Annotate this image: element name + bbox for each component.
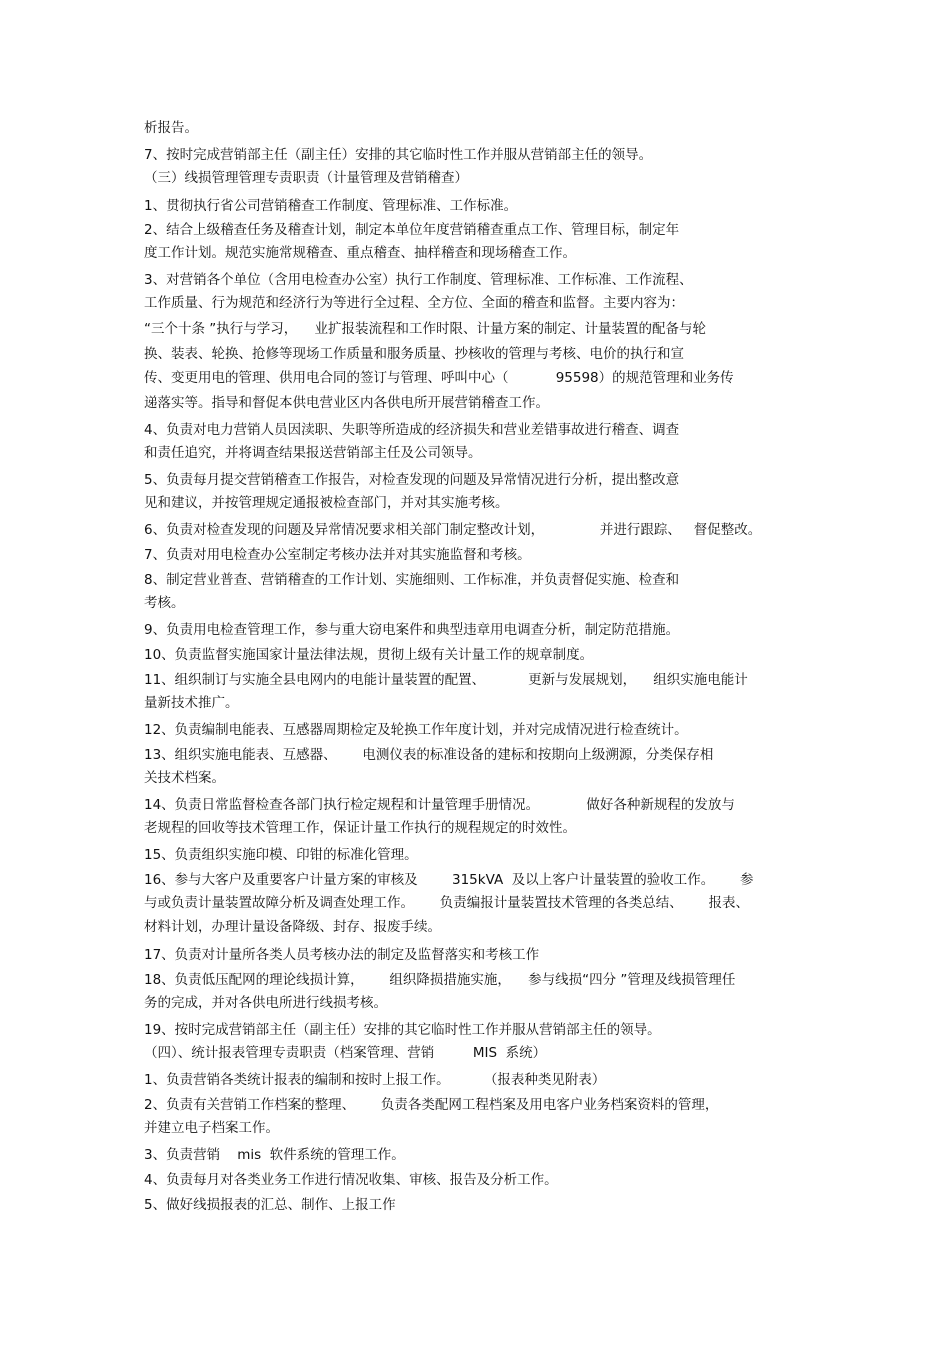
text-line: 7、按时完成营销部主任（副主任）安排的其它临时性工作并服从营销部主任的领导。 bbox=[144, 147, 653, 163]
text-line: 2、结合上级稽查任务及稽查计划，制定本单位年度营销稽查重点工作、管理目标，制定年 bbox=[144, 222, 680, 238]
text-line: 量新技术推广。 bbox=[144, 695, 239, 711]
text-line: 9、负责用电检查管理工作，参与重大窃电案件和典型违章用电调查分析，制定防范措施。 bbox=[144, 622, 680, 638]
text-line: 换、装表、轮换、抢修等现场工作质量和服务质量、抄核收的管理与考核、电价的执行和宣 bbox=[144, 346, 684, 362]
text-line: 老规程的回收等技术管理工作，保证计量工作执行的规程规定的时效性。 bbox=[144, 820, 576, 836]
text-line: 并建立电子档案工作。 bbox=[144, 1120, 279, 1136]
section-heading: （四）、统计报表管理专责职责（档案管理、营销 MIS 系统） bbox=[144, 1045, 547, 1061]
text-line: 析报告。 bbox=[144, 120, 198, 136]
text-line: 传、变更用电的管理、供用电合同的签订与管理、呼叫中心（ 95598）的规范管理和业务传 bbox=[144, 370, 734, 386]
text-line: 19、按时完成营销部主任（副主任）安排的其它临时性工作并服从营销部主任的领导。 bbox=[144, 1022, 661, 1038]
text-line: 3、对营销各个单位（含用电检查办公室）执行工作制度、管理标准、工作标准、工作流程、 bbox=[144, 272, 693, 288]
text-line: 14、负责日常监督检查各部门执行检定规程和计量管理手册情况。 做好各种新规程的发放与 bbox=[144, 797, 735, 813]
text-line: 关技术档案。 bbox=[144, 770, 225, 786]
text-line: 2、负责有关营销工作档案的整理、 负责各类配网工程档案及用电客户业务档案资料的管理， bbox=[144, 1097, 719, 1113]
text-line: 务的完成，并对各供电所进行线损考核。 bbox=[144, 995, 387, 1011]
text-line: 4、负责对电力营销人员因渎职、失职等所造成的经济损失和营业差错事故进行稽查、调查 bbox=[144, 422, 680, 438]
text-line: 11、组织制订与实施全县电网内的电能计量装置的配置、 更新与发展规划， 组织实施电能计 bbox=[144, 672, 748, 688]
section-heading: （三）线损管理管理专责职责（计量管理及营销稽查） bbox=[144, 170, 468, 186]
text-line: 18、负责低压配网的理论线损计算， 组织降损措施实施， 参与线损“四分 ”管理及线损管理任 bbox=[144, 972, 736, 988]
text-line: 与或负责计量装置故障分析及调查处理工作。 负责编报计量装置技术管理的各类总结、 报表、 bbox=[144, 895, 749, 911]
text-line: 见和建议，并按管理规定通报被检查部门，并对其实施考核。 bbox=[144, 495, 509, 511]
text-line: 考核。 bbox=[144, 595, 185, 611]
text-line: 和责任追究，并将调查结果报送营销部主任及公司领导。 bbox=[144, 445, 482, 461]
text-line: 1、负责营销各类统计报表的编制和按时上报工作。 （报表种类见附表） bbox=[144, 1072, 606, 1088]
text-line: 7、负责对用电检查办公室制定考核办法并对其实施监督和考核。 bbox=[144, 547, 531, 563]
text-line: 10、负责监督实施国家计量法律法规，贯彻上级有关计量工作的规章制度。 bbox=[144, 647, 594, 663]
text-line: 4、负责每月对各类业务工作进行情况收集、审核、报告及分析工作。 bbox=[144, 1172, 558, 1188]
text-line: 16、参与大客户及重要客户计量方案的审核及 315kVA 及以上客户计量装置的验收工作。 参 bbox=[144, 872, 754, 888]
text-line: 1、贯彻执行省公司营销稽查工作制度、管理标准、工作标准。 bbox=[144, 198, 518, 214]
text-line: 工作质量、行为规范和经济行为等进行全过程、全方位、全面的稽查和监督。主要内容为： bbox=[144, 295, 684, 311]
text-line: 递落实等。指导和督促本供电营业区内各供电所开展营销稽查工作。 bbox=[144, 395, 549, 411]
text-line: 6、负责对检查发现的问题及异常情况要求相关部门制定整改计划， 并进行跟踪、 督促整改。 bbox=[144, 522, 762, 538]
text-line: 15、负责组织实施印模、印钳的标准化管理。 bbox=[144, 847, 418, 863]
text-line: 度工作计划。规范实施常规稽查、重点稽查、抽样稽查和现场稽查工作。 bbox=[144, 245, 576, 261]
text-line: 8、制定营业普查、营销稽查的工作计划、实施细则、工作标准，并负责督促实施、检查和 bbox=[144, 572, 680, 588]
text-line: 5、做好线损报表的汇总、制作、上报工作 bbox=[144, 1197, 396, 1213]
text-line: 12、负责编制电能表、互感器周期检定及轮换工作年度计划，并对完成情况进行检查统计。 bbox=[144, 722, 688, 738]
text-line: 5、负责每月提交营销稽查工作报告，对检查发现的问题及异常情况进行分析，提出整改意 bbox=[144, 472, 680, 488]
text-line: “三个十条 ”执行与学习， 业扩报装流程和工作时限、计量方案的制定、计量装置的配备与轮 bbox=[144, 321, 706, 337]
text-line: 13、组织实施电能表、互感器、 电测仪表的标准设备的建标和按期向上级溯源，分类保存相 bbox=[144, 747, 714, 763]
text-line: 材料计划，办理计量设备降级、封存、报废手续。 bbox=[144, 919, 441, 935]
text-line: 3、负责营销 mis 软件系统的管理工作。 bbox=[144, 1147, 405, 1163]
text-line: 17、负责对计量所各类人员考核办法的制定及监督落实和考核工作 bbox=[144, 947, 540, 963]
